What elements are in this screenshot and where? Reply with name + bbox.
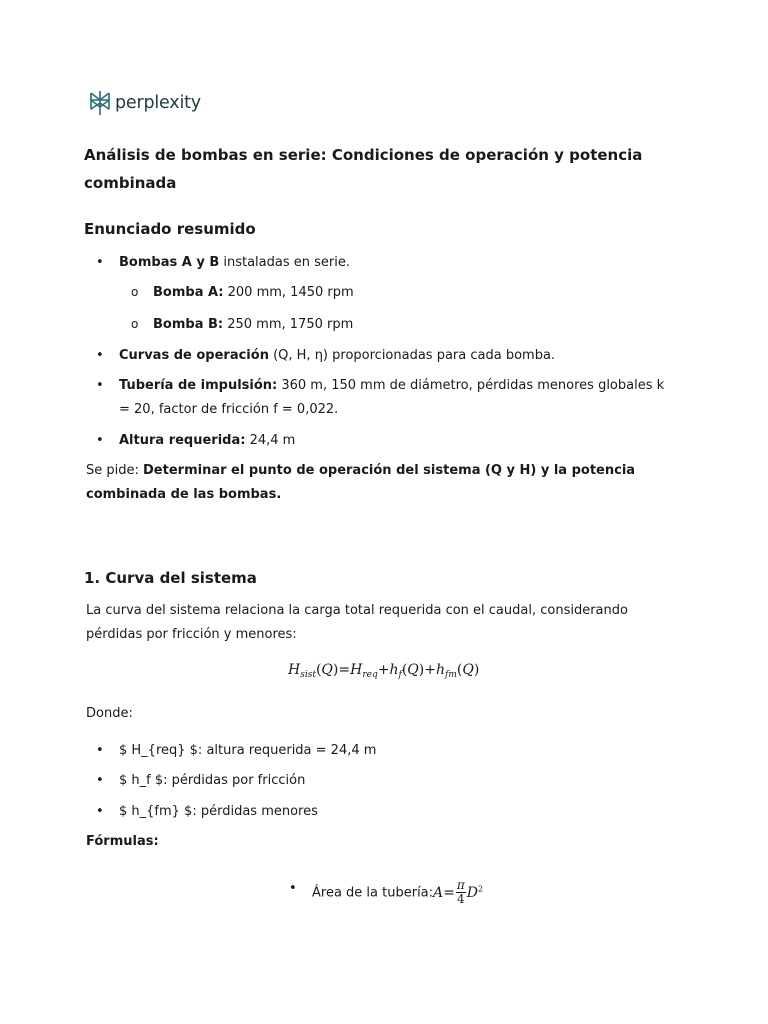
list-item xyxy=(96,769,306,793)
section-heading-enunciado: Enunciado resumido xyxy=(84,220,256,238)
item-text: 250 mm, 1750 rpm xyxy=(223,317,354,332)
sub-bullet-icon: o xyxy=(131,285,139,299)
item-text: (Q, H, η) proporcionadas para cada bomba. xyxy=(268,348,556,363)
pi-over-4-fraction: $\frac{\pi}{4}$ xyxy=(456,878,465,907)
definition-text: $ h_f $: pérdidas por fricción xyxy=(119,773,306,788)
item-text: 360 m, 150 mm de diámetro, pérdidas menores globales k = 20, factor de fricción f = 0,022. xyxy=(119,378,665,417)
item-label: Bombas A y B xyxy=(119,255,220,270)
item-label: Altura requerida: xyxy=(119,433,246,448)
task-text: Determinar el punto de operación del sistema (Q y H) y la potencia combinada de las bombas. xyxy=(86,463,636,502)
list-item xyxy=(96,800,318,824)
definition-text: $ H_{req} $: altura requerida = 24,4 m xyxy=(119,743,377,758)
bullet-icon: • xyxy=(96,378,104,393)
task-statement xyxy=(86,459,686,507)
formulas-label-text: Fórmulas: xyxy=(86,834,159,849)
formulas-label xyxy=(86,830,159,854)
bullet-icon: • xyxy=(96,348,104,363)
area-formula: A= $\frac{\pi}{4}$ $D^2$ xyxy=(433,878,484,907)
item-label: Bomba A: xyxy=(153,285,224,300)
perplexity-logo[interactable] xyxy=(89,90,201,116)
item-text: 200 mm, 1450 rpm xyxy=(223,285,354,300)
donde-label: Donde: xyxy=(86,706,133,721)
list-item xyxy=(96,251,350,275)
curve-intro: La curva del sistema relaciona la carga total requerida con el caudal, considerando pérdidas por fricción y menores: xyxy=(86,603,628,642)
list-item xyxy=(131,313,354,337)
logo-text: perplexity xyxy=(115,93,201,113)
task-prefix: Se pide: xyxy=(86,463,144,478)
bullet-icon: • xyxy=(96,773,104,788)
perplexity-logo-icon xyxy=(89,90,111,116)
list-item xyxy=(289,877,484,907)
sub-bullet-icon: o xyxy=(131,317,139,331)
list-item xyxy=(96,374,679,422)
bullet-icon: • xyxy=(289,881,297,896)
item-label: Curvas de operación xyxy=(119,348,269,363)
item-label: Tubería de impulsión: xyxy=(119,378,278,393)
section-heading-curva: 1. Curva del sistema xyxy=(84,569,257,587)
bullet-icon: • xyxy=(96,743,104,758)
definition-text: $ h_{fm} $: pérdidas menores xyxy=(119,804,318,819)
area-label: Área de la tubería: xyxy=(312,885,434,901)
list-item xyxy=(131,281,354,305)
item-text: 24,4 m xyxy=(245,433,296,448)
list-item xyxy=(96,429,296,453)
bullet-icon: • xyxy=(96,804,104,819)
list-item xyxy=(96,344,556,368)
bullet-icon: • xyxy=(96,255,104,270)
system-curve-formula: $H_{sist}(Q)=H_{req}+h_f(Q)+h_{fm}(Q)$ xyxy=(288,662,480,680)
bullet-icon: • xyxy=(96,433,104,448)
page-title: Análisis de bombas en serie: Condiciones de operación y potencia combinada xyxy=(84,146,643,192)
item-text: instaladas en serie. xyxy=(219,255,350,270)
list-item xyxy=(96,739,377,763)
item-label: Bomba B: xyxy=(153,317,224,332)
